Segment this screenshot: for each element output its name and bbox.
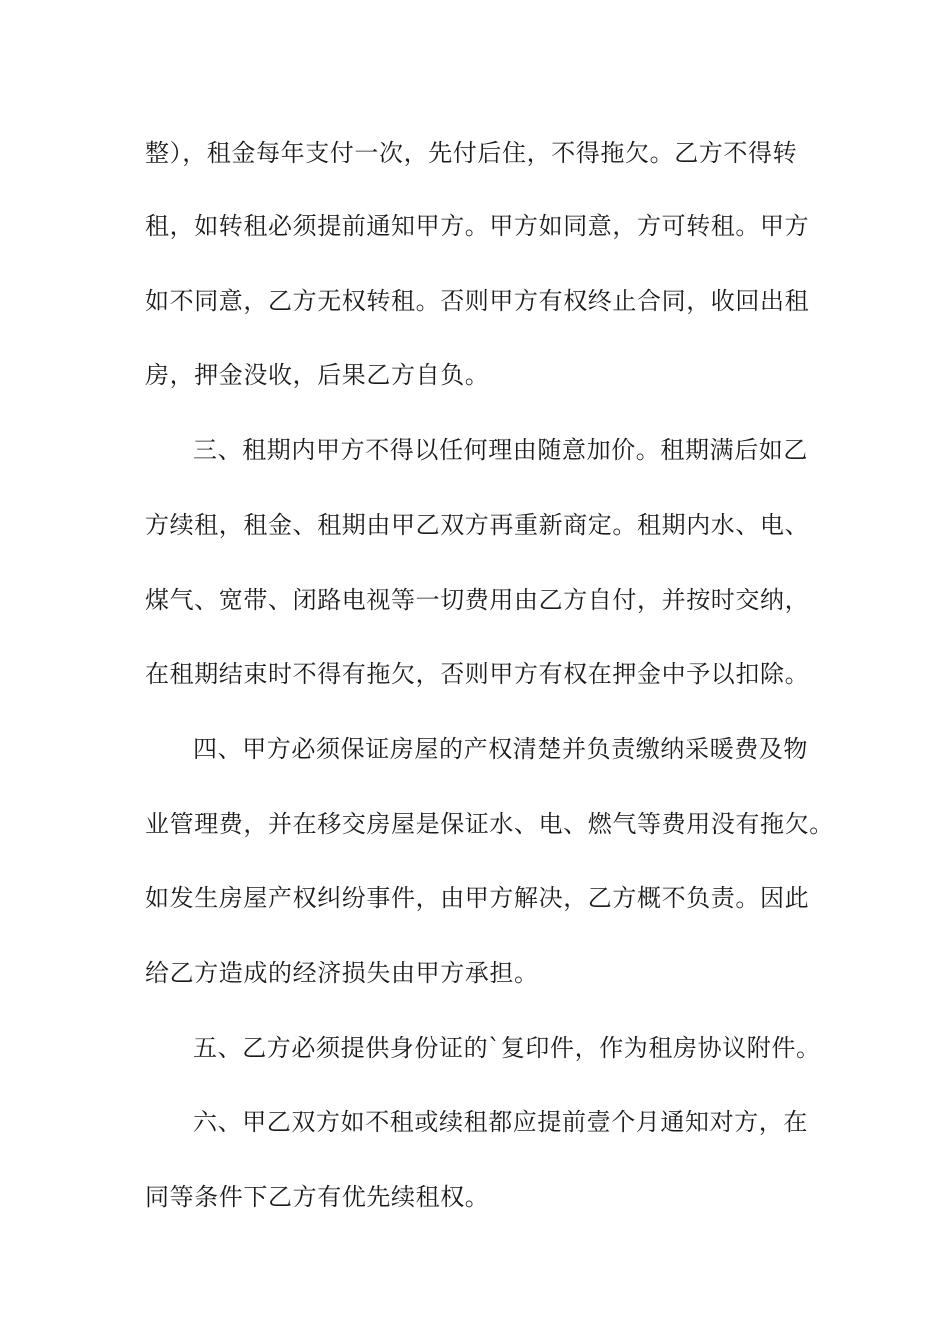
paragraph-line: 房，押金没收，后果乙方自负。: [145, 361, 490, 389]
paragraph-line: 如不同意，乙方无权转租。否则甲方有权终止合同，收回出租: [145, 287, 810, 315]
paragraph-line: 方续租，租金、租期由甲乙双方再重新商定。租期内水、电、: [145, 511, 810, 539]
paragraph-line: 同等条件下乙方有优先续租权。: [145, 1183, 490, 1211]
clause-three-first-line: 三、租期内甲方不得以任何理由随意加价。租期满后如乙: [193, 436, 808, 464]
paragraph-line: 煤气、宽带、闭路电视等一切费用由乙方自付，并按时交纳，: [145, 586, 810, 614]
paragraph-line: 如发生房屋产权纠纷事件，由甲方解决，乙方概不负责。因此: [145, 884, 810, 912]
clause-five-line: 五、乙方必须提供身份证的`复印件，作为租房协议附件。: [193, 1034, 821, 1062]
paragraph-line: 在租期结束时不得有拖欠，否则甲方有权在押金中予以扣除。: [145, 660, 810, 688]
clause-four-first-line: 四、甲方必须保证房屋的产权清楚并负责缴纳采暖费及物: [193, 735, 808, 763]
paragraph-line: 给乙方造成的经济损失由甲方承担。: [145, 959, 539, 987]
clause-six-first-line: 六、甲乙双方如不租或续租都应提前壹个月通知对方，在: [193, 1108, 808, 1136]
paragraph-line: 租，如转租必须提前通知甲方。甲方如同意，方可转租。甲方: [145, 212, 810, 240]
paragraph-line: 业管理费，并在移交房屋是保证水、电、燃气等费用没有拖欠。: [145, 810, 834, 838]
paragraph-line: 整），租金每年支付一次，先付后住，不得拖欠。乙方不得转: [145, 139, 798, 167]
